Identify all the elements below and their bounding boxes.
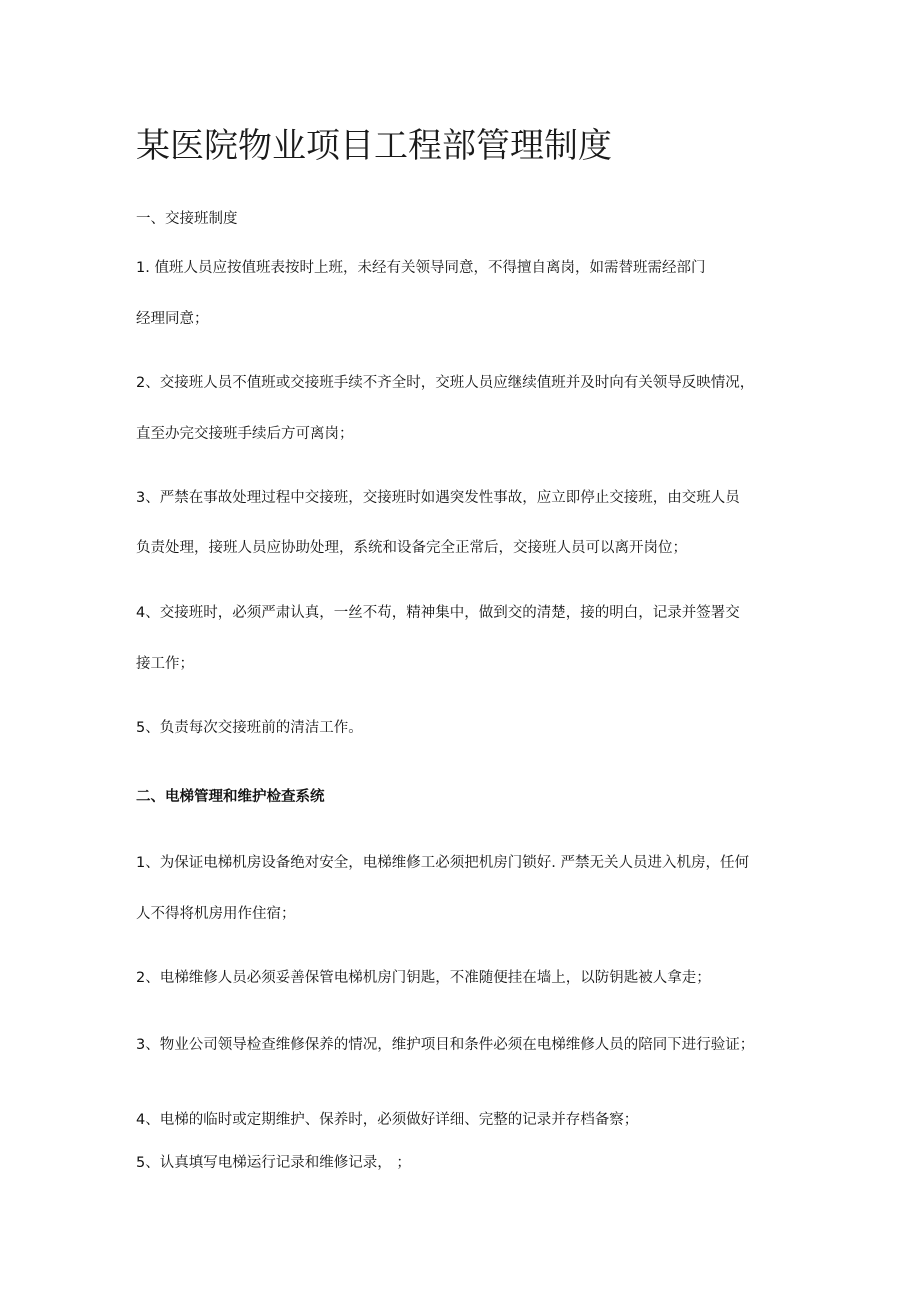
elevator-item-4: 4、电梯的临时或定期维护、保养时，必须做好详细、完整的记录并存档备察； bbox=[136, 1112, 639, 1128]
handover-item-4-line-1: 4、交接班时，必须严肃认真，一丝不苟，精神集中，做到交的清楚，接的明白，记录并签署交 bbox=[136, 605, 740, 621]
handover-item-3-line-1: 3、严禁在事故处理过程中交接班，交接班时如遇突发性事故，应立即停止交接班，由交班人员 bbox=[136, 490, 740, 506]
section-heading-handover: 一、交接班制度 bbox=[136, 211, 238, 227]
handover-item-2-line-2: 直至办完交接班手续后方可离岗； bbox=[136, 426, 354, 442]
elevator-item-5: 5、认真填写电梯运行记录和维修记录， ； bbox=[136, 1155, 411, 1171]
handover-item-1-line-1: 1. 值班人员应按值班表按时上班，未经有关领导同意，不得擅自离岗，如需替班需经部门 bbox=[136, 260, 706, 276]
handover-item-4-line-2: 接工作； bbox=[136, 656, 194, 672]
handover-item-5: 5、负责每次交接班前的清洁工作。 bbox=[136, 720, 363, 736]
handover-item-2-line-1: 2、交接班人员不值班或交接班手续不齐全时，交班人员应继续值班并及时向有关领导反映情况， bbox=[136, 375, 755, 391]
elevator-item-3: 3、物业公司领导检查维修保养的情况，维护项目和条件必须在电梯维修人员的陪同下进行验证； bbox=[136, 1037, 755, 1053]
handover-item-3-line-2: 负责处理，接班人员应协助处理，系统和设备完全正常后，交接班人员可以离开岗位； bbox=[136, 540, 687, 556]
elevator-item-2: 2、电梯维修人员必须妥善保管电梯机房门钥匙，不准随便挂在墙上，以防钥匙被人拿走； bbox=[136, 970, 711, 986]
handover-item-1-line-2: 经理同意； bbox=[136, 311, 209, 327]
elevator-item-1-line-1: 1、为保证电梯机房设备绝对安全，电梯维修工必须把机房门锁好. 严禁无关人员进入机房，任何 bbox=[136, 855, 749, 871]
section-heading-elevator: 二、电梯管理和维护检查系统 bbox=[136, 789, 325, 805]
document-title: 某医院物业项目工程部管理制度 bbox=[136, 126, 612, 166]
elevator-item-1-line-2: 人不得将机房用作住宿； bbox=[136, 906, 296, 922]
